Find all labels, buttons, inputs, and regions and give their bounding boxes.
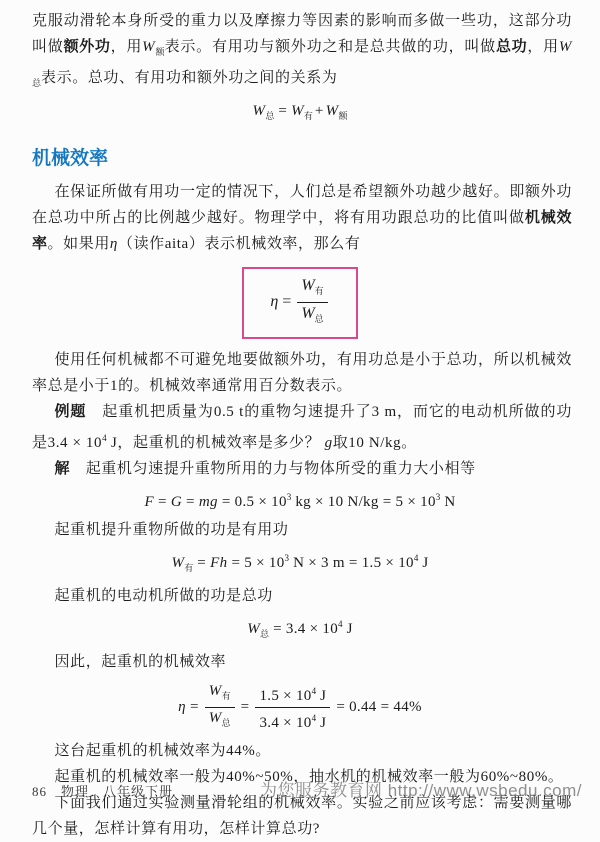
example-label: 例题 bbox=[54, 403, 87, 420]
definition-text-2: 。如果用 bbox=[47, 236, 110, 252]
formula-force: F = G = mg = $0.5 \times 10^3$ kg × 10 $N/kg = 5 \times 10^3$ N bbox=[144, 492, 456, 510]
symbol-eta-inline: η bbox=[109, 236, 118, 252]
paragraph-therefore: 因此，起重机的机械效率 bbox=[54, 654, 227, 670]
formula-efficiency-calculation: η = $\frac{W_有}{W_总}$ = $\frac{1.5 \times 10^4 J}{3.4 \times 10^4 J}$ = 0.44 = 44% bbox=[178, 683, 422, 731]
fraction-w-useful-over-w-total: $\frac{W_有}{W_总}$ bbox=[297, 277, 327, 328]
page-number: 86 bbox=[32, 784, 47, 799]
page-footer bbox=[32, 778, 582, 805]
exponent: 3 bbox=[284, 553, 290, 563]
example-text-3: 取10 N/kg。 bbox=[332, 435, 417, 451]
formula-work-relation: $W_总 = W_有 + W_额$ bbox=[252, 103, 348, 121]
intro-text-2: ，用 bbox=[110, 39, 143, 55]
exponent: 4 bbox=[311, 686, 317, 696]
footer-book-title: 八年级下册 bbox=[103, 784, 174, 799]
exponent: 4 bbox=[102, 433, 107, 443]
symbol-w-extra: $W_额$ bbox=[142, 39, 165, 57]
exponent: 4 bbox=[338, 619, 343, 629]
term-mechanical-efficiency: 机械效率 bbox=[32, 209, 572, 252]
formula-total-work: $W_总 = 3.4 \times 10^4$ J bbox=[247, 619, 353, 639]
intro-text-3: 表示。有用功与额外功之和是总共做的功，叫做 bbox=[164, 39, 496, 55]
example-text-1: 起重机把质量为0.5 t的重物匀速提升了3 m，而它的电动机所做的功是3.4 × 10 bbox=[32, 404, 572, 451]
footer-subject: 物理 bbox=[61, 784, 90, 799]
solution-label: 解 bbox=[54, 460, 71, 477]
paragraph-typical-range: 起重机的机械效率一般为40%~50%，抽水机的机械效率一般为60%~80%。 bbox=[54, 769, 564, 785]
intro-text-4: ，用 bbox=[527, 39, 559, 55]
intro-text-5: 表示。总功、有用功和额外功之间的关系为 bbox=[41, 70, 338, 86]
paragraph-solution bbox=[32, 456, 572, 482]
section-heading-mechanical-efficiency: 机械效率 bbox=[32, 148, 109, 169]
term-total-work: 总功 bbox=[495, 38, 528, 55]
paragraph-result: 这台起重机的机械效率为44%。 bbox=[54, 743, 271, 759]
equals-sign: = bbox=[278, 103, 288, 119]
formula-efficiency-definition-wrap bbox=[0, 267, 600, 339]
paragraph-useful-label: 起重机提升重物所做的功是有用功 bbox=[54, 522, 289, 538]
equals-sign: = bbox=[282, 293, 292, 311]
exponent: 3 bbox=[435, 492, 441, 502]
paragraph-always-less: 使用任何机械都不可避免地要做额外功，有用功总是小于总功，所以机械效率总是小于1的。机械效率通常用百分数表示。 bbox=[32, 352, 572, 394]
paragraph-total-label: 起重机的电动机所做的功是总功 bbox=[54, 588, 273, 604]
paragraph-definition bbox=[32, 179, 572, 257]
watermark-text: 为您服务教育网 http://www.wsbedu.com/ bbox=[259, 781, 582, 800]
definition-text-3: （读作aita）表示机械效率，那么有 bbox=[117, 236, 361, 252]
exponent: 3 bbox=[286, 492, 292, 502]
exponent: 4 bbox=[311, 713, 317, 723]
paragraph-example bbox=[32, 399, 572, 456]
symbol-g: g bbox=[324, 435, 333, 451]
symbol-eta: η bbox=[270, 293, 279, 311]
formula-useful-work: $W_有 = Fh = 5 \times 10^3$ N × 3 $m = 1.5 \times 10^4$ J bbox=[171, 553, 429, 573]
footer-book-info bbox=[32, 779, 187, 805]
exponent: 4 bbox=[413, 553, 419, 563]
definition-text-1: 在保证所做有用功一定的情况下，人们总是希望额外功越少越好。即额外功在总功中所占的比例越少越好。物理学中，将有用功跟总功的比值叫做 bbox=[32, 184, 572, 226]
paragraph-experiment-intro: 下面我们通过实验测量滑轮组的机械效率。实验之前应该考虑：需要测量哪几个量，怎样计算有用功，怎样计算总功? bbox=[32, 795, 572, 837]
symbol-w-total: $W_总$ bbox=[32, 39, 572, 88]
formula-efficiency-definition bbox=[242, 267, 357, 339]
example-text-2: J，起重机的机械效率是多少？ bbox=[106, 435, 325, 451]
paragraph-intro bbox=[32, 8, 572, 96]
term-extra-work: 额外功 bbox=[63, 38, 111, 55]
symbol-eta: η bbox=[178, 698, 186, 715]
intro-text-1: 克服动滑轮本身所受的重力以及摩擦力等因素的影响而多做一些功，这部分功叫做 bbox=[32, 13, 572, 55]
fraction-numeric-values: $\frac{1.5 \times 10^4 J}{3.4 \times 10^4 J}$ bbox=[255, 683, 330, 732]
solution-text: 起重机匀速提升重物所用的力与物体所受的重力大小相等 bbox=[70, 461, 476, 477]
fraction-w-useful-over-w-total: $\frac{W_有}{W_总}$ bbox=[205, 683, 235, 732]
plus-sign: + bbox=[314, 103, 324, 119]
